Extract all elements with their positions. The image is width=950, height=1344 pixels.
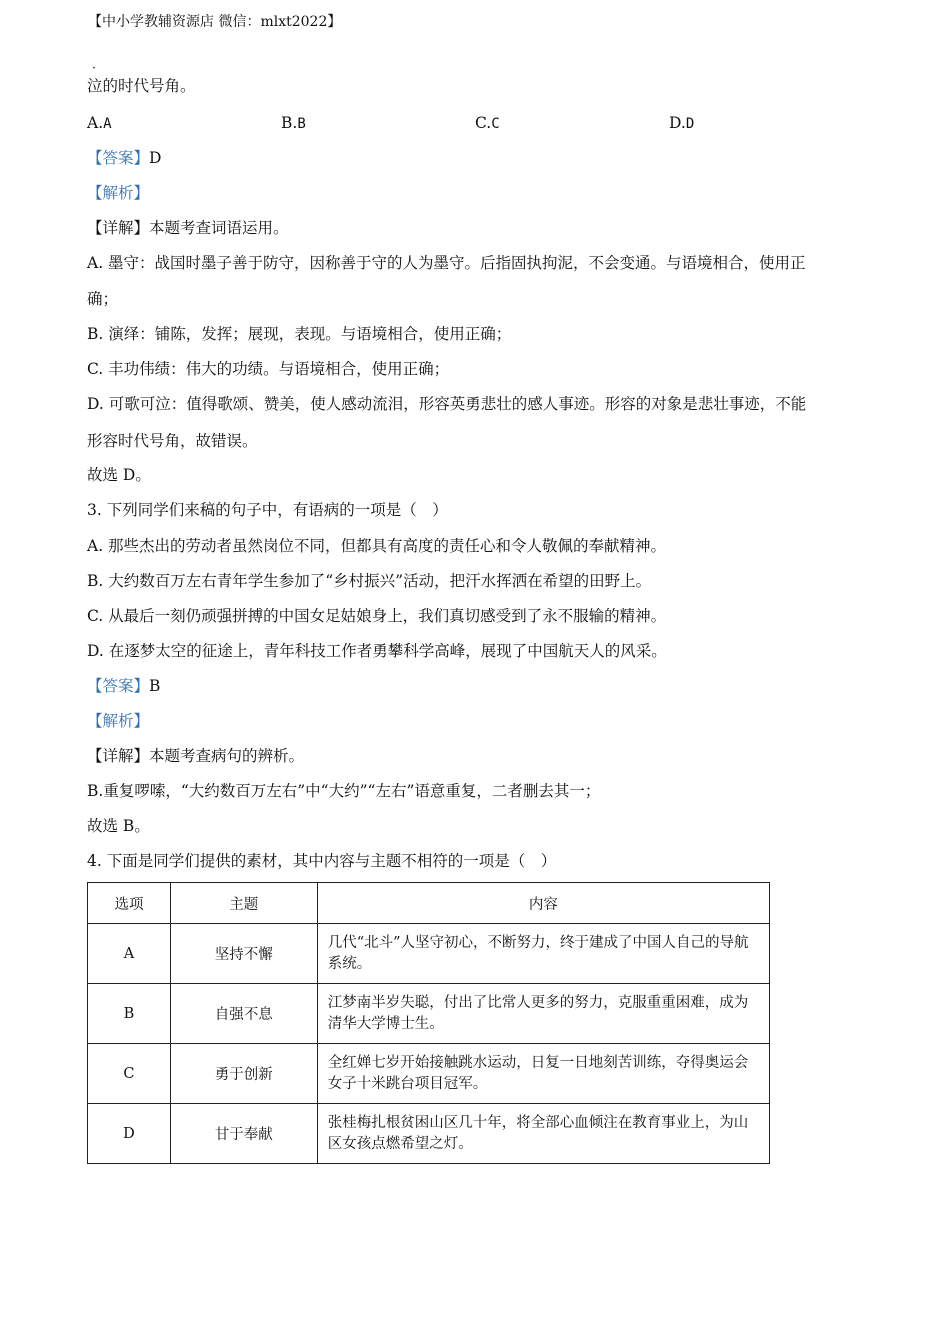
- q3-detail-line: [87, 745, 304, 767]
- table-header-row: [88, 883, 770, 924]
- q3-stem: 3. 下列同学们来稿的句子中，有语病的一项是（ ）: [87, 501, 448, 519]
- table-row: [88, 984, 770, 1044]
- row-option: C: [88, 1044, 171, 1104]
- row-content: [317, 984, 769, 1044]
- table-row: [88, 1104, 770, 1164]
- q3-answer-line: [87, 675, 160, 697]
- table-row: [88, 1044, 770, 1104]
- row-theme: 坚持不懈: [170, 924, 317, 984]
- header-theme: 主题: [170, 883, 317, 924]
- q2-option-c: [475, 112, 500, 135]
- q2-explain-d-1: D. 可歌可泣：值得歌颂、赞美，使人感动流泪，形容英勇悲壮的感人事迹。形容的对象是悲壮事迹，不能: [87, 395, 807, 413]
- row-option: B: [88, 984, 171, 1044]
- q2-explain-a-2: 确；: [87, 290, 119, 308]
- q3-option-d: D. 在逐梦太空的征途上，青年科技工作者勇攀科学高峰，展现了中国航天人的风采。: [87, 642, 667, 660]
- q2-explain-c: C. 丰功伟绩：伟大的功绩。与语境相合，使用正确；: [87, 360, 450, 378]
- detail-tag: 【详解】: [87, 219, 150, 237]
- q3-option-b: B. 大约数百万左右青年学生参加了“乡村振兴”活动，把汗水挥洒在希望的田野上。: [87, 572, 652, 590]
- detail-text: 本题考查病句的辨析。: [149, 747, 305, 765]
- answer-tag: 【答案】: [87, 149, 150, 167]
- q2-analysis-tag: 【解析】: [87, 184, 150, 202]
- q2-option-d: [669, 112, 694, 135]
- option-label: D.: [669, 114, 686, 132]
- header-content: 内容: [317, 883, 769, 924]
- option-value: B: [297, 116, 306, 132]
- q3-option-c: C. 从最后一刻仍顽强拼搏的中国女足姑娘身上，我们真切感受到了永不服输的精神。: [87, 607, 667, 625]
- q2-option-a: [87, 112, 112, 135]
- emphasis-dot: ·: [92, 61, 96, 75]
- option-value: C: [491, 116, 500, 132]
- option-value: A: [103, 116, 112, 132]
- q2-answer-line: [87, 147, 161, 169]
- row-theme: 勇于创新: [170, 1044, 317, 1104]
- table-row: [88, 924, 770, 984]
- row-content: [317, 924, 769, 984]
- row-theme: 甘于奉献: [170, 1104, 317, 1164]
- row-content: [317, 1104, 769, 1164]
- option-value: D: [685, 116, 695, 132]
- q3-analysis-tag: 【解析】: [87, 712, 150, 730]
- q2-option-b: [281, 112, 306, 135]
- q2-explain-a-1: A. 墨守：战国时墨子善于防守，因称善于守的人为墨守。后指固执拘泥，不会变通。与语境相合，使用正: [87, 254, 806, 272]
- row-option: A: [88, 924, 171, 984]
- q2-prev-line: 泣的时代号角。: [87, 77, 196, 95]
- row-content-text: 江梦南半岁失聪，付出了比常人更多的努力，克服重重困难，成为清华大学博士生。: [327, 994, 749, 1032]
- page-header: 【中小学教辅资源店 微信：mlxt2022】: [88, 14, 342, 30]
- option-label: C.: [475, 114, 492, 132]
- q4-stem: 4. 下面是同学们提供的素材，其中内容与主题不相符的一项是（ ）: [87, 852, 557, 870]
- q3-option-a: A. 那些杰出的劳动者虽然岗位不同，但都具有高度的责任心和令人敬佩的奉献精神。: [87, 537, 667, 555]
- answer-value: B: [149, 677, 161, 695]
- q3-conclusion: 故选 B。: [87, 817, 150, 835]
- row-theme: 自强不息: [170, 984, 317, 1044]
- option-label: A.: [87, 114, 104, 132]
- q2-detail-line: [87, 217, 289, 239]
- row-content-text: 全红婵七岁开始接触跳水运动，日复一日地刻苦训练，夺得奥运会女子十米跳台项目冠军。: [327, 1054, 749, 1092]
- q2-explain-d-2: 形容时代号角，故错误。: [87, 432, 258, 450]
- row-option: D: [88, 1104, 171, 1164]
- option-label: B.: [281, 114, 298, 132]
- header-option: 选项: [88, 883, 171, 924]
- q2-conclusion: 故选 D。: [87, 466, 151, 484]
- row-content-text: 几代“北斗”人坚守初心，不断努力，终于建成了中国人自己的导航系统。: [327, 934, 749, 972]
- answer-tag: 【答案】: [87, 677, 150, 695]
- detail-tag: 【详解】: [87, 747, 150, 765]
- detail-text: 本题考查词语运用。: [149, 219, 289, 237]
- row-content-text: 张桂梅扎根贫困山区几十年，将全部心血倾注在教育事业上，为山区女孩点燃希望之灯。: [327, 1114, 749, 1152]
- q4-material-table: [87, 882, 770, 1164]
- q2-explain-b: B. 演绎：铺陈，发挥；展现，表现。与语境相合，使用正确；: [87, 325, 512, 343]
- row-content: [317, 1044, 769, 1104]
- q3-explain: B.重复啰嗦，“大约数百万左右”中“大约”“左右”语意重复，二者删去其一；: [87, 782, 601, 800]
- answer-value: D: [149, 149, 162, 167]
